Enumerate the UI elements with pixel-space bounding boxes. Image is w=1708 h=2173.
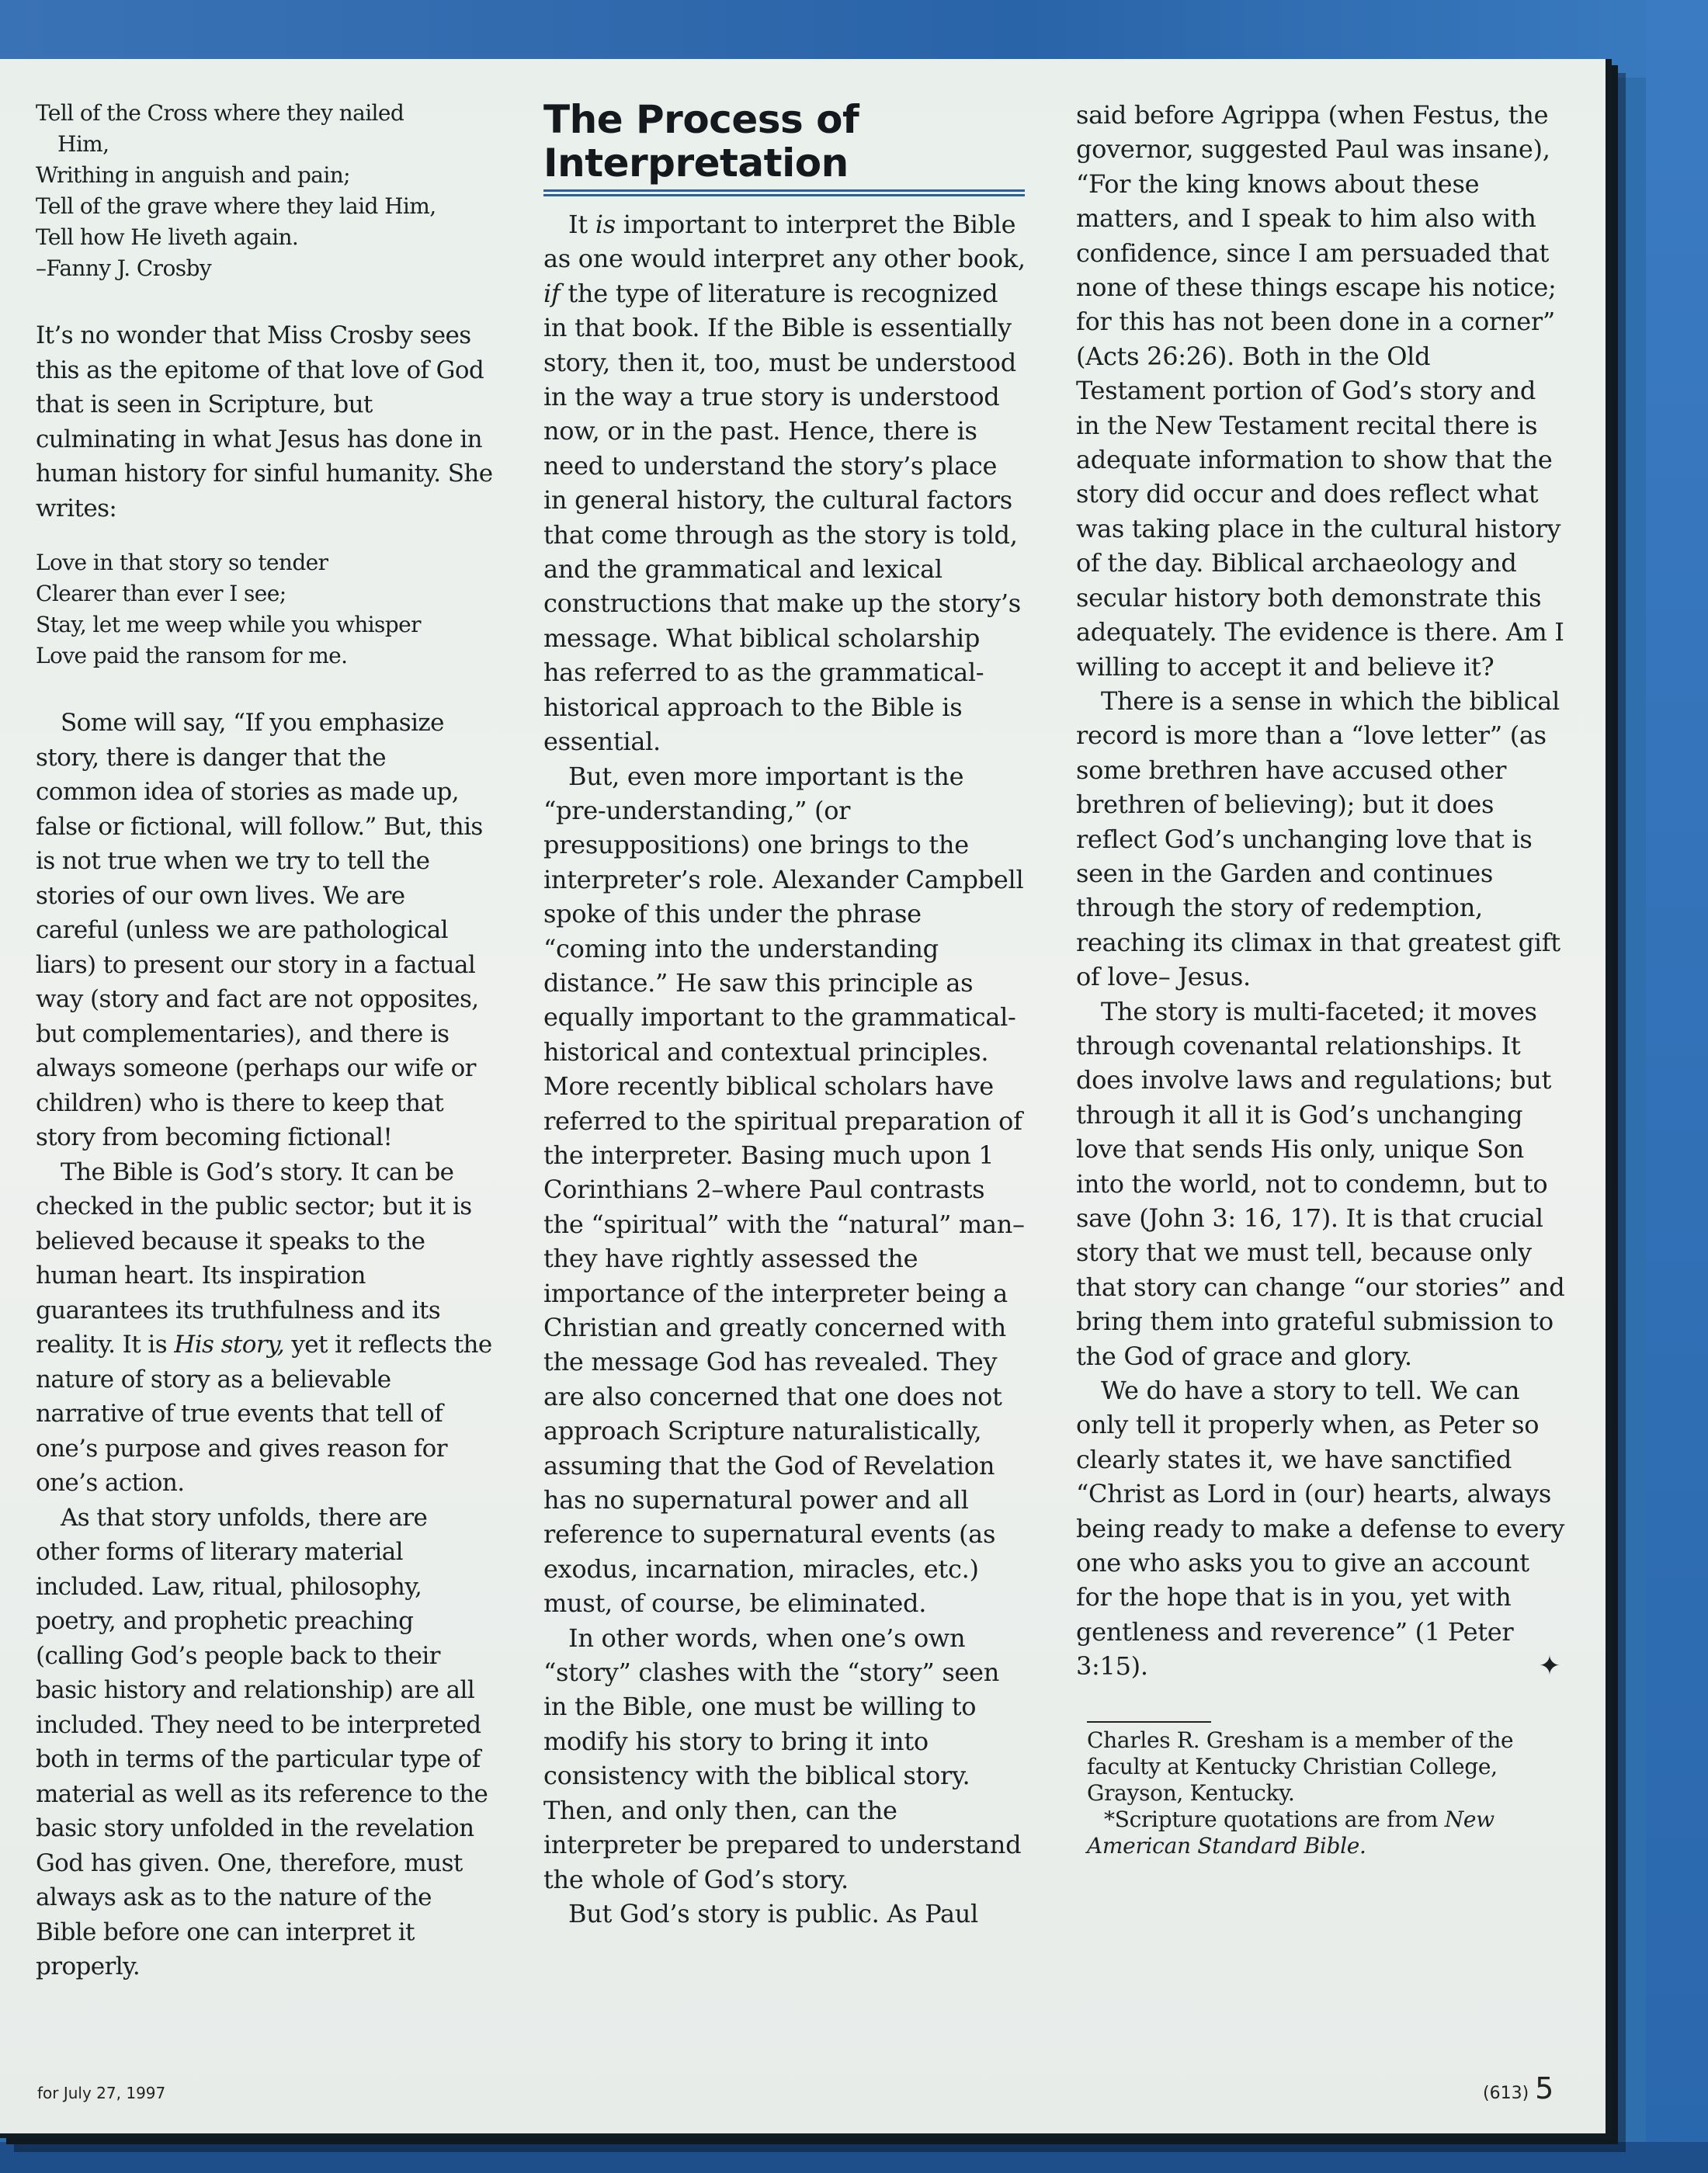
paragraph: said before Agrippa (when Festus, the governor, suggested Paul was insane), “For the king knows about these matters, and I speak to him also with confidence, since I am persuaded that none of these things escape his notice; for this has not been done in a corner” (Acts 26:26). Both in the Old Testament portion of God’s story and in the New Testament recital there is adequate information to show that the story did occur and does reflect what was taking place in the cultural history of the day. Biblical archaeology and secular history both demonstrate this adequately. The evidence is there. Am I willing to accept it and believe it? [1076,100,1564,682]
poem-line: Clearer than ever I see; [36,581,286,606]
magazine-bottom-background [0,2142,1708,2173]
paragraph: There is a sense in which the biblical record is more than a “love letter” (as some brethren have accused other brethren of believing); but it does reflect God’s unchanging love that is seen in the Garden and continues through the story of redemption, reaching its climax in that greatest gift of love– Jesus. [1076,686,1560,992]
scripture-note [1087,1807,1565,1859]
text-run: We do have a story to tell. We can only tell it properly when, as Peter so clearly states it, we have sanctified “Christ as Lord in (our) hearts, always being ready to make a defense to every one who asks you to give an account for the hope that is in you, yet with gentleness and reverence” (1 Peter 3:15). [1076,1376,1565,1682]
text-run: important to interpret the Bible as one would interpret any other book, [543,210,1026,274]
magazine-page [0,59,1612,2138]
paragraph: But, even more important is the “pre-understanding,” (or presuppositions) one brings to the interpreter’s role. Alexander Campbell spoke of this under the phrase “coming into the understanding distance.” He saw this principle as equally important to the grammatical-historical and contextual principles. More recently biblical scholars have referred to the spiritual preparation of the interpreter. Basing much upon 1 Corinthians 2–where Paul contrasts the “spiritual” with the “natural” man–they have rightly assessed the importance of the interpreter being a Christian and greatly concerned with the message God has revealed. They are also concerned that one does not approach Scripture naturalistically, assuming that the God of Revelation has no supernatural power and all reference to supernatural events (as exodus, incarnation, miracles, etc.) must, of course, be eliminated. [543,761,1025,1619]
poem-line: Writhing in anguish and pain; [36,162,350,188]
paragraph [36,1155,494,1501]
title-line: The Process of [543,97,859,142]
text-run: It [568,210,595,239]
paragraph: But God’s story is public. As Paul [568,1898,978,1928]
text-run: The Bible is God’s story. It can be checked in the public sector; but it is believed because it speaks to the human heart. Its inspiration guarantees its truthfulness and its reality. It is [36,1158,472,1359]
bio-divider [1087,1721,1211,1723]
paragraph: As that story unfolds, there are other forms of literary material included. Law, ritual, philosophy, poetry, and prophetic preaching (calling God’s people back to their basic history and relationship) are all included. They need to be interpreted both in terms of the particular type of material as well as its reference to the basic story unfolded in the revelation God has given. One, therefore, must always ask as to the nature of the Bible before one can interpret it properly. [36,1503,488,1980]
paragraph [1076,1373,1565,1684]
title-underline-rule [543,189,1025,196]
text-run: yet it reflects the nature of story as a believable narrative of true events that tell of one’s purpose and gives reason for one’s action. [36,1331,492,1497]
poem-line: Him, [57,131,109,157]
text-run: the type of literature is recognized in that book. If the Bible is essentially story, then it, too, must be understood in the way a true story is understood now, or in the past. Hence, there is need to understand the story’s place in general history, the cultural factors that come through as the story is told, and the grammatical and lexical constructions that make up the story’s message. What biblical scholarship has referred to as the grammatical-historical approach to the Bible is essential. [543,278,1021,757]
emphasis-text: if [543,278,561,308]
magazine-edge-background [1646,0,1708,2173]
paragraph: It’s no wonder that Miss Crosby sees this as the epitome of that love of God that is seen in Scripture, but culminating in what Jesus has done in human history for sinful humanity. She writes: [36,321,493,522]
page-number-block [1483,2071,1554,2105]
text-column-3 [1076,98,1565,1859]
text-column-2 [543,98,1026,1931]
poem-line: Tell how He liveth again. [36,224,299,250]
poem-attribution: –Fanny J. Crosby [36,255,212,281]
poem-line: Stay, let me weep while you whisper [36,612,421,637]
text-column-1 [36,98,494,1984]
poem-line: Tell of the grave where they laid Him, [36,193,436,219]
poem-excerpt-2 [36,547,494,672]
author-bio-text: Charles R. Gresham is a member of the faculty at Kentucky Christian College, Grayson, Kentucky. [1087,1727,1514,1806]
poem-excerpt-1 [36,98,494,284]
emphasis-text: His story, [174,1331,285,1359]
paragraph: Some will say, “If you emphasize story, there is danger that the common idea of stories as made up, false or fictional, will follow.” But, this is not true when we try to tell the stories of our own lives. We are careful (unless we are pathological liars) to present our story in a factual way (story and fact are not opposites, but complementaries), and there is always someone (perhaps our wife or children) who is there to keep that story from becoming fictional! [36,709,483,1151]
page-code: (613) [1483,2084,1529,2103]
paragraph [543,207,1026,759]
author-bio [1076,1727,1565,1859]
text-run: *Scripture quotations are from [1104,1806,1445,1832]
poem-line: Love in that story so tender [36,550,328,575]
emphasis-text: is [595,210,616,239]
paragraph: The story is multi-faceted; it moves through covenantal relationships. It does involve laws and regulations; but through it all it is God’s unchanging love that sends His only, unique Son into the world, not to condemn, but to save (John 3: 16, 17). It is that crucial story that we must tell, because only that story can change “our stories” and bring them into grateful submission to the God of grace and glory. [1076,996,1565,1371]
end-of-article-icon: ✦ [1538,1651,1560,1682]
title-line: Interpretation [543,141,849,186]
issue-date: for July 27, 1997 [37,2084,166,2102]
page-number: 5 [1535,2071,1554,2105]
emphasis-text: New American Standard Bible. [1087,1806,1494,1859]
article-section-title [543,98,1026,185]
poem-line: Love paid the ransom for me. [36,643,348,668]
poem-line: Tell of the Cross where they nailed [36,100,404,126]
paragraph: In other words, when one’s own “story” clashes with the “story” seen in the Bible, one must be willing to modify his story to bring it into consistency with the biblical story. Then, and only then, can the interpreter be prepared to understand the whole of God’s story. [543,1623,1022,1894]
